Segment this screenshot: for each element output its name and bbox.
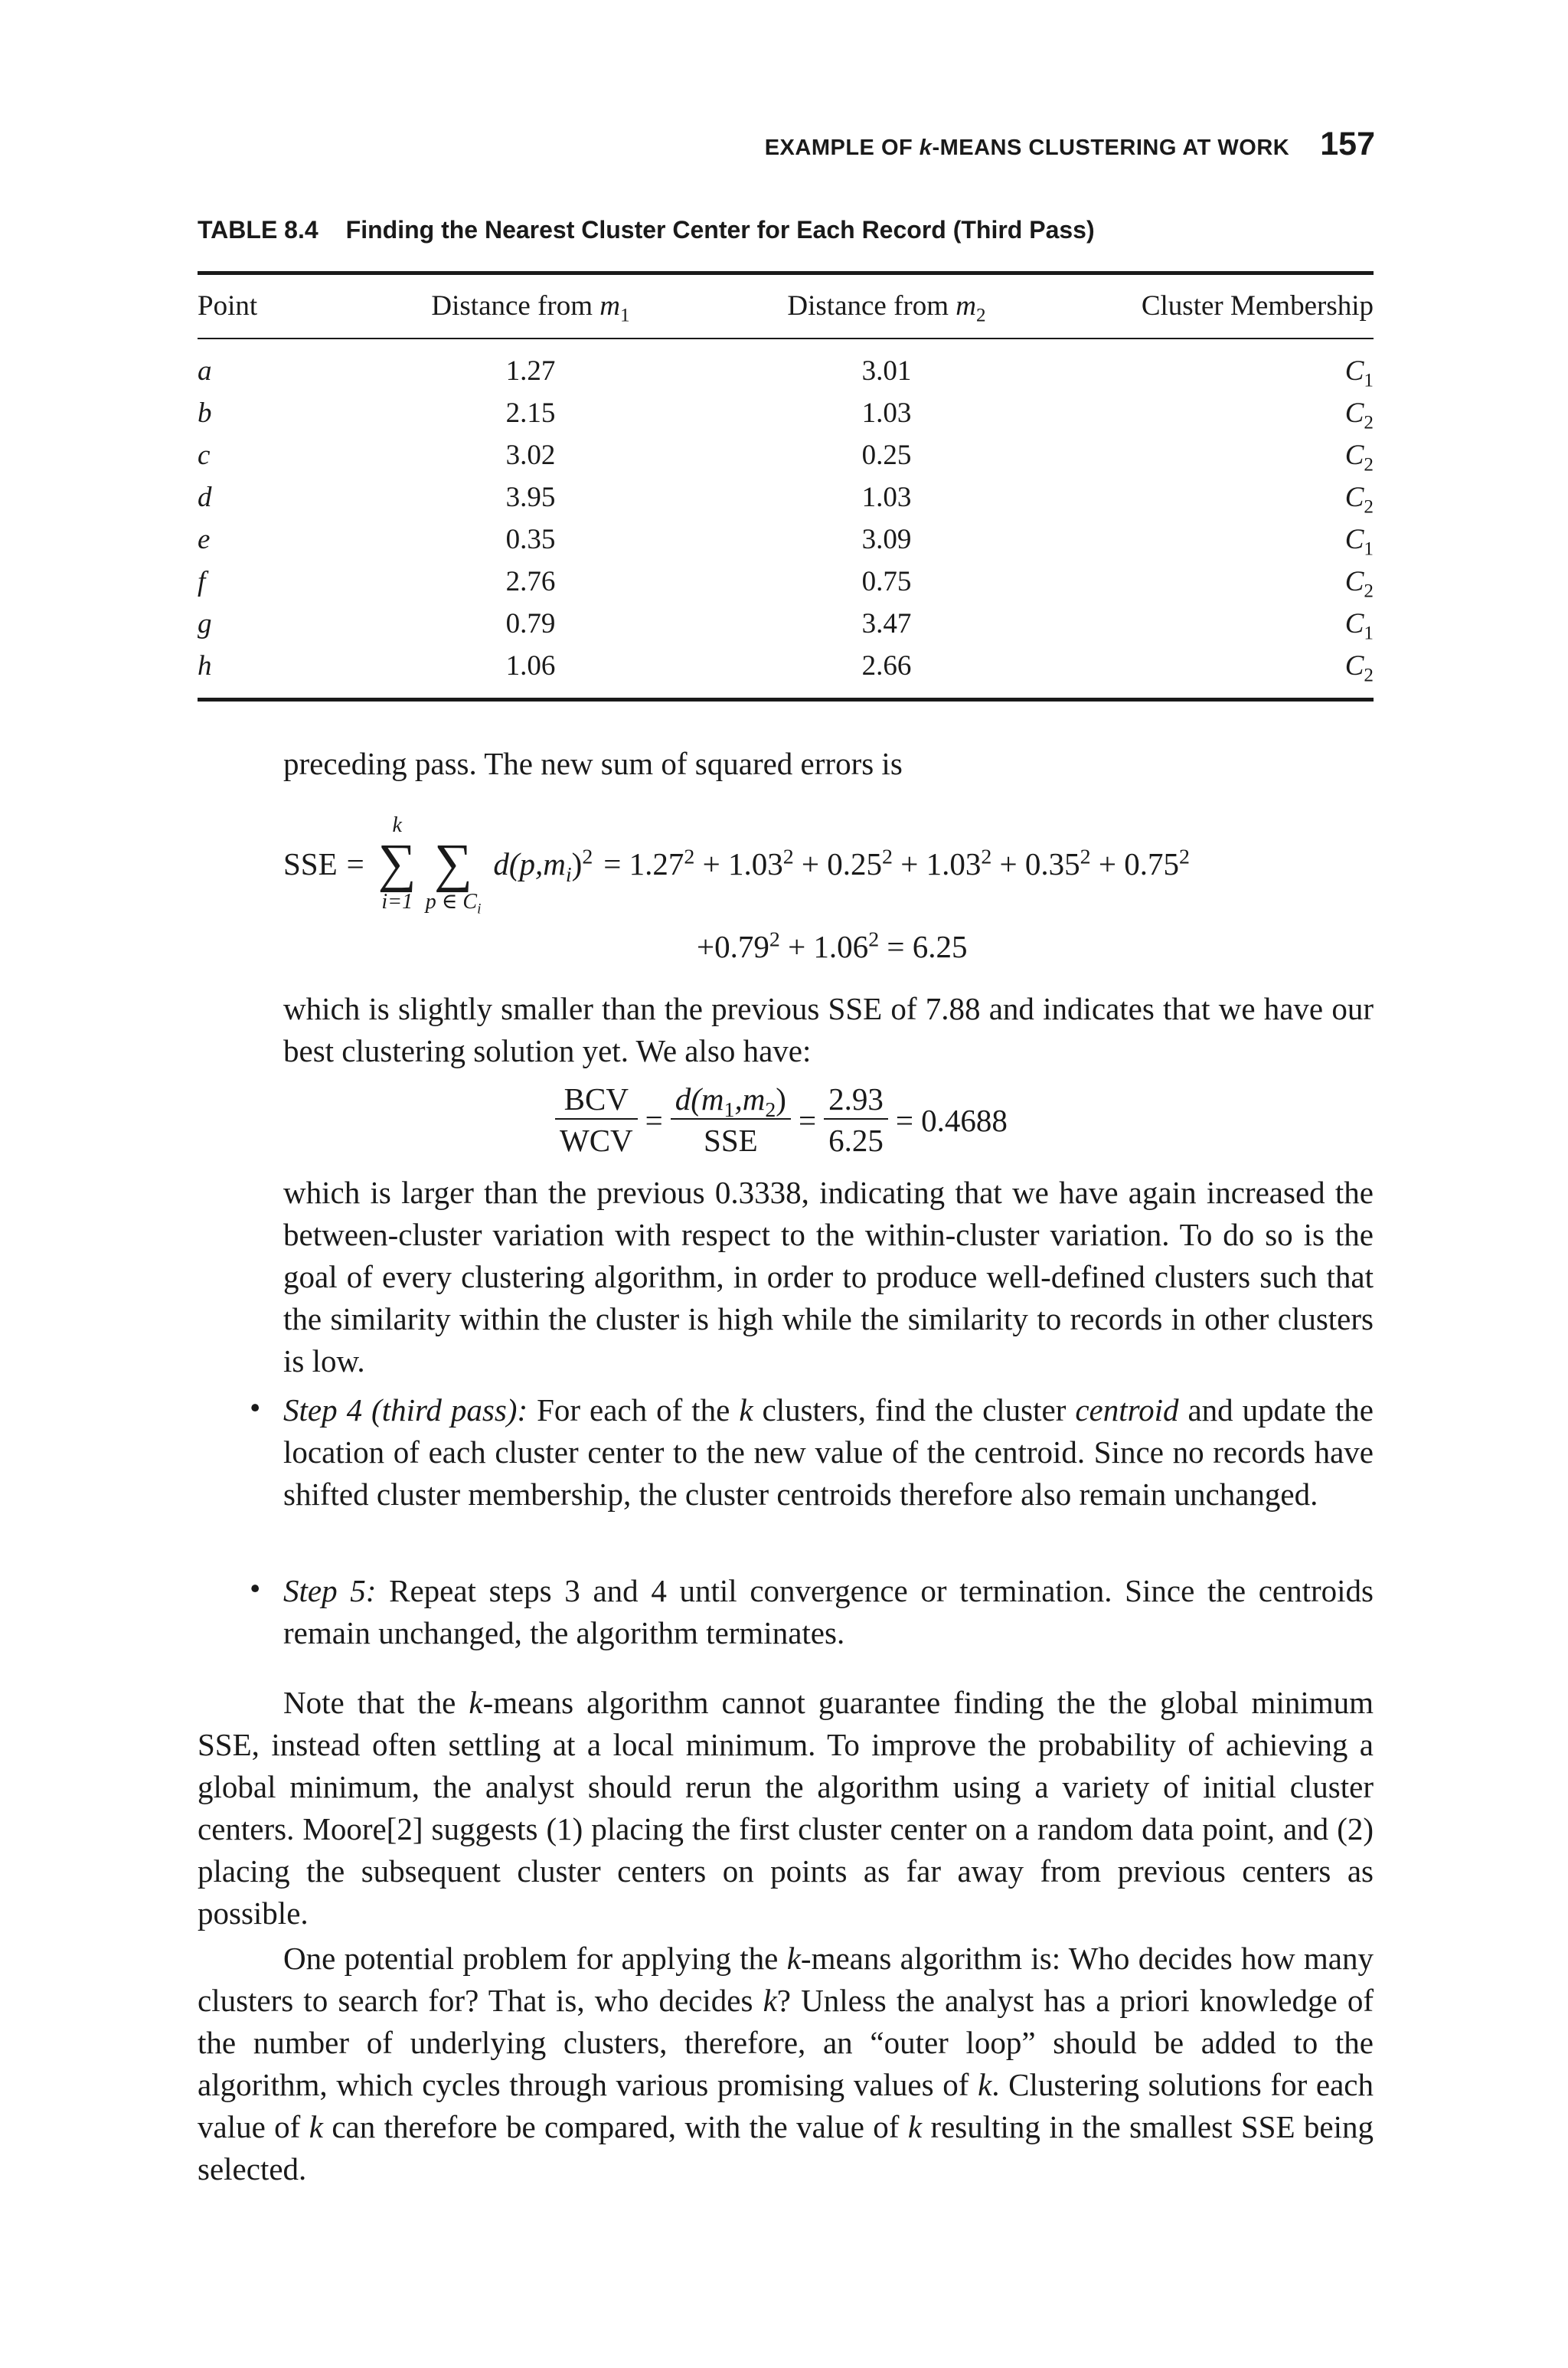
fraction-distance-sse [671, 1080, 791, 1161]
running-head-prefix: EXAMPLE OF [764, 136, 920, 160]
cell-distance-m1: 2.15 [505, 397, 556, 429]
header-cluster-membership: Cluster Membership [1141, 290, 1374, 322]
sum-upper-limit: k [392, 813, 402, 837]
cell-membership [1078, 392, 1374, 434]
sse-equation-line-1 [283, 803, 1190, 925]
running-head-k: k [919, 136, 933, 160]
step-4-k: k [739, 1392, 753, 1428]
cell-membership-c: C [1344, 440, 1364, 471]
running-head [765, 126, 1375, 163]
table-label: TABLE 8.4 [198, 216, 318, 244]
cell-membership [1078, 476, 1374, 518]
cell-distance-m2: 0.75 [861, 566, 912, 597]
sum-lower-limit-i: i=1 [381, 890, 413, 914]
sse-rhs-4: + 1.03 [892, 846, 982, 881]
cell-membership-c: C [1344, 397, 1364, 429]
ratio-equals-2: = [798, 1103, 817, 1138]
cell-membership-c: C [1344, 482, 1364, 513]
fraction-numeric [824, 1080, 888, 1161]
sigma-icon: ∑ [434, 834, 472, 893]
one-b: -means algorithm is: Who decides how many clusters to search for? That is, who decides [198, 1941, 1374, 2018]
cell-membership-c: C [1344, 524, 1364, 555]
cell-membership-sub: 1 [1364, 370, 1374, 391]
cell-membership-c: C [1344, 650, 1364, 682]
cell-distance-m1: 1.06 [505, 650, 556, 682]
sq: 2 [1080, 845, 1091, 869]
cell-distance-m2: 3.09 [861, 524, 912, 555]
sse-line2-c: = 6.25 [879, 929, 968, 964]
sse-line2-a: +0.79 [697, 929, 769, 964]
paragraph-preceding-pass: preceding pass. The new sum of squared errors is [283, 746, 903, 781]
fraction-bcv-wcv [555, 1080, 638, 1161]
table-header-row [198, 275, 1374, 338]
cell-distance-m2: 2.66 [861, 650, 912, 682]
table-title: Finding the Nearest Cluster Center for Each Record (Third Pass) [345, 216, 1095, 244]
sse-equation-line-2 [697, 928, 968, 965]
cell-membership [1078, 434, 1374, 476]
cell-point: h [198, 650, 212, 682]
table-row [198, 350, 1374, 392]
sse-term-sq: 2 [582, 845, 593, 869]
running-head-title [765, 136, 1290, 161]
sse-rhs-3: + 0.25 [793, 846, 883, 881]
cell-membership [1078, 518, 1374, 561]
table-row [198, 392, 1374, 434]
header-distance-m1-text: Distance from [431, 290, 600, 322]
cell-distance-m1: 3.02 [505, 440, 556, 471]
table-row [198, 434, 1374, 476]
header-m1-var: m [599, 290, 621, 322]
table-caption [198, 216, 1095, 244]
header-m1-sub: 1 [620, 305, 630, 326]
step-4-text-a: For each of the [528, 1392, 740, 1428]
cell-distance-m2: 1.03 [861, 397, 912, 429]
distance-table [198, 271, 1374, 702]
cell-membership-sub: 2 [1364, 665, 1374, 686]
sq: 2 [981, 845, 992, 869]
sse-equals: = [346, 846, 364, 881]
one-a: One potential problem for applying the [283, 1941, 787, 1976]
cell-membership-c: C [1344, 355, 1364, 387]
cell-membership-sub: 2 [1364, 581, 1374, 602]
cell-membership-sub: 1 [1364, 538, 1374, 560]
cell-distance-m1: 2.76 [505, 566, 556, 597]
table-row [198, 518, 1374, 561]
cell-distance-m2: 3.47 [861, 608, 912, 639]
table-row [198, 561, 1374, 603]
cell-distance-m2: 0.25 [861, 440, 912, 471]
header-distance-m2-text: Distance from [787, 290, 956, 322]
distance-numerator [671, 1080, 791, 1123]
sse-term-d: d(p,m [493, 846, 566, 881]
one-c: ? Unless the analyst has a priori knowledge of the number of underlying clusters, therefore, an “outer loop” should be added to the algorithm, which cycles through various promising values of [198, 1983, 1374, 2102]
one-k2: k [763, 1983, 777, 2018]
note-k: k [469, 1685, 483, 1720]
table-body [198, 339, 1374, 698]
cell-distance-m1: 1.27 [505, 355, 556, 387]
running-head-suffix: -MEANS CLUSTERING AT WORK [932, 136, 1290, 160]
one-d: . Clustering solutions for each value of [198, 2067, 1374, 2144]
sse-label: SSE [283, 846, 338, 881]
bullet-item-step-4 [283, 1389, 1374, 1516]
sq: 2 [1178, 845, 1190, 869]
bullet-step-4: • [250, 1390, 261, 1425]
sq: 2 [782, 845, 794, 869]
cell-distance-m2: 1.03 [861, 482, 912, 513]
one-k5: k [907, 2109, 923, 2144]
note-a: Note that the [283, 1685, 469, 1720]
sse-rhs-1: = 1.27 [603, 846, 684, 881]
sum-lower-p: p [425, 890, 436, 914]
cell-point: d [198, 482, 212, 513]
header-distance-m2 [695, 275, 1078, 338]
bcv-numerator: BCV [555, 1080, 638, 1120]
step-5-label: Step 5: [283, 1573, 377, 1608]
table-row [198, 645, 1374, 687]
one-e: can therefore be compared, with the value of [322, 2109, 908, 2144]
paragraph-one-potential-problem [198, 1938, 1374, 2190]
cell-distance-m1: 0.35 [505, 524, 556, 555]
sq: 2 [684, 845, 695, 869]
sum-over-clusters [378, 814, 416, 914]
ratio-equation [547, 1080, 1008, 1161]
dm-1: 1 [724, 1098, 735, 1123]
sq: 2 [882, 845, 893, 869]
cell-point: c [198, 440, 211, 471]
sse-line2-b: + 1.06 [779, 929, 869, 964]
cell-membership [1078, 645, 1374, 687]
one-f: resulting in the smallest SSE being selected. [198, 2109, 1374, 2186]
step-5-text: Repeat steps 3 and 4 until convergence or termination. Since the centroids remain unchanged, the algorithm terminates. [283, 1573, 1374, 1650]
sse-term-i: i [565, 863, 572, 888]
step-4-text-c: and update the location of each cluster center to the new value of the centroid. Since no records have shifted cluster membership, the cluster centroids therefore also remain unchanged. [283, 1392, 1374, 1512]
table-row [198, 476, 1374, 518]
cell-distance-m2: 3.01 [861, 355, 912, 387]
bullet-item-step-5 [283, 1570, 1374, 1654]
one-k4: k [309, 2109, 323, 2144]
dm-b: ,m [734, 1081, 766, 1117]
header-m2-var: m [956, 290, 977, 322]
note-b: -means algorithm cannot guarantee finding the the global minimum SSE, instead often settling at a local minimum. To improve the probability of achieving a global minimum, the analyst should rerun the algorithm using a variety of initial cluster centers. Moore[2] suggests (1) placing the first cluster center on a random data point, and (2) placing the subsequent cluster centers on points as far away from previous centers as possible. [198, 1685, 1374, 1931]
cell-membership-c: C [1344, 566, 1364, 597]
cell-point: f [198, 566, 206, 597]
sum-lower-C-sub: i [477, 901, 482, 917]
sse-rhs [603, 845, 1190, 882]
one-k1: k [786, 1941, 801, 1976]
sse-term-close: ) [571, 846, 583, 881]
cell-membership-sub: 2 [1364, 496, 1374, 518]
sum-lower-in: ∈ [436, 890, 463, 914]
header-distance-m1 [366, 275, 695, 338]
sse-distance-term [493, 845, 593, 888]
dm-c: ) [776, 1081, 786, 1117]
ratio-result: = 0.4688 [895, 1103, 1008, 1138]
sse-rhs-2: + 1.03 [694, 846, 783, 881]
cell-membership-sub: 1 [1364, 623, 1374, 644]
dm-2: 2 [765, 1098, 776, 1123]
sum-lower-limit-p [425, 890, 482, 917]
cell-point: e [198, 524, 211, 555]
sq: 2 [868, 927, 880, 952]
sse-rhs-5: + 0.35 [991, 846, 1080, 881]
sse-rhs-6: + 0.75 [1090, 846, 1179, 881]
header-point: Point [198, 290, 258, 322]
cell-membership [1078, 350, 1374, 392]
table-row [198, 603, 1374, 645]
sse-denominator: SSE [704, 1123, 758, 1158]
step-4-text-b: clusters, find the cluster [753, 1392, 1076, 1428]
step-4-centroid: centroid [1075, 1392, 1179, 1428]
sum-lower-C: C [462, 890, 478, 914]
sigma-icon: ∑ [377, 834, 416, 893]
header-m2-sub: 2 [976, 305, 986, 326]
cell-membership [1078, 561, 1374, 603]
cell-membership-sub: 2 [1364, 454, 1374, 476]
numeric-numerator: 2.93 [824, 1080, 888, 1120]
wcv-denominator: WCV [560, 1123, 633, 1158]
cell-distance-m1: 0.79 [505, 608, 556, 639]
cell-point: a [198, 355, 212, 387]
ratio-equals-1: = [645, 1103, 663, 1138]
paragraph-larger-than: which is larger than the previous 0.3338, indicating that we have again increased the between-cluster variation with respect to the within-cluster variation. To do so is the goal of every clustering algorithm, in order to produce well-defined clusters such that the similarity within the cluster is high while the similarity to records in other clusters is low. [283, 1175, 1374, 1379]
cell-membership-sub: 2 [1364, 412, 1374, 433]
cell-membership-c: C [1344, 608, 1364, 639]
table-bottom-rule [198, 698, 1374, 702]
sq: 2 [769, 927, 780, 952]
dm-a: d(m [675, 1081, 724, 1117]
numeric-denominator: 6.25 [828, 1123, 884, 1158]
sum-over-points [425, 834, 482, 917]
bullet-step-5: • [250, 1571, 261, 1606]
cell-membership [1078, 603, 1374, 645]
cell-point: g [198, 608, 212, 639]
page-number: 157 [1320, 126, 1375, 162]
paragraph-note [198, 1682, 1374, 1935]
one-k3: k [978, 2067, 992, 2102]
step-4-label: Step 4 (third pass): [283, 1392, 528, 1428]
cell-distance-m1: 3.95 [505, 482, 556, 513]
cell-point: b [198, 397, 212, 429]
paragraph-slightly-smaller: which is slightly smaller than the previous SSE of 7.88 and indicates that we have our best clustering solution yet. We also have: [283, 991, 1374, 1068]
